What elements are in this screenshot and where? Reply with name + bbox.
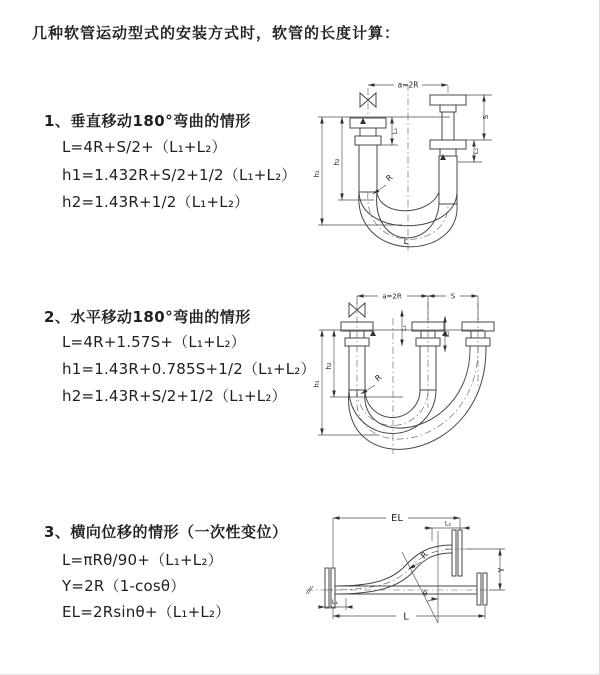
- right-pipe-end: [430, 95, 466, 204]
- dim-l1-label: L₁: [400, 324, 408, 332]
- dim-h2-label: h₂: [325, 362, 333, 370]
- dimension-l1: [400, 310, 408, 346]
- section-1-formula-L: L=4R+S/2+（L₁+L₂）: [62, 138, 227, 156]
- radius-label: R: [373, 372, 384, 384]
- dimension-l: [333, 606, 485, 623]
- left-pipe-end: [350, 118, 386, 192]
- dimension-h2: [333, 117, 374, 200]
- section-2-formula-h2: h2=1.43R+S/2+1/2（L₁+L₂）: [62, 387, 287, 405]
- dim-s-label: S: [482, 114, 490, 120]
- hose-u-curves: [349, 346, 487, 449]
- radius-callout: [373, 173, 395, 194]
- radius-label: R: [384, 172, 395, 184]
- angle-theta-label: θ: [422, 590, 428, 598]
- dimension-h2: [325, 330, 403, 397]
- section-1-heading: 1、垂直移动180°弯曲的情形: [44, 112, 251, 130]
- dim-l2-label: L₂: [443, 330, 451, 338]
- dimension-a2r: [357, 293, 478, 321]
- dim-h2-label: h₂: [333, 158, 341, 166]
- diagram-lateral-displacement: [298, 503, 600, 663]
- dimension-l1: [379, 117, 399, 145]
- dim-l-label: L: [403, 611, 409, 623]
- radius-label: R: [419, 550, 430, 561]
- section-3-formula-L: L=πRθ/90+（L₁+L₂）: [62, 551, 223, 569]
- dimension-l2: [443, 316, 451, 352]
- dim-l2-label: L₂: [472, 147, 480, 155]
- dim-l-bottom-label: L: [403, 237, 409, 247]
- dim-h1-label: h₁: [313, 170, 321, 178]
- dim-s-label: S: [450, 292, 456, 301]
- dim-h1-label: h₁: [313, 380, 321, 388]
- section-2-heading: 2、水平移动180°弯曲的情形: [44, 308, 251, 326]
- section-2-formula-L: L=4R+1.57S+（L₁+L₂）: [62, 333, 246, 351]
- dim-el-label: EL: [391, 513, 403, 524]
- section-3-heading: 3、横向位移的情形（一次性变位）: [44, 523, 288, 541]
- dimension-l2: [472, 140, 480, 162]
- section-1-formula-h1: h1=1.432R+S/2+1/2（L₁+L₂）: [62, 166, 297, 184]
- dim-l2-label: L₂: [444, 519, 452, 528]
- dim-a2r-label: a=2R: [382, 292, 402, 301]
- dim-y-label: Y: [497, 567, 506, 573]
- page-title: 几种软管运动型式的安装方式时，软管的长度计算：: [32, 24, 401, 42]
- section-3-formula-Y: Y=2R（1-cosθ）: [62, 577, 186, 595]
- dim-a2r-label: a=2R: [397, 80, 419, 90]
- dimension-a2r: [368, 81, 448, 90]
- dimension-y: [466, 549, 506, 590]
- dim-l1-label: L₁: [391, 127, 399, 135]
- diagram-horizontal-180-bend: [308, 278, 600, 462]
- reference-line: [318, 117, 450, 160]
- dimension-el: [333, 513, 460, 568]
- section-3-formula-EL: EL=2Rsinθ+（L₁+L₂）: [62, 603, 231, 621]
- radius-callout: [361, 373, 384, 394]
- section-1-formula-h2: h2=1.43R+1/2（L₁+L₂）: [62, 193, 250, 211]
- diagram-vertical-180-bend: [310, 66, 600, 264]
- dim-l1-label: L₁: [331, 598, 339, 606]
- dimension-h1: [313, 117, 402, 225]
- dimension-s: [428, 293, 478, 301]
- section-2-formula-h1: h1=1.43R+0.785S+1/2（L₁+L₂）: [62, 360, 316, 378]
